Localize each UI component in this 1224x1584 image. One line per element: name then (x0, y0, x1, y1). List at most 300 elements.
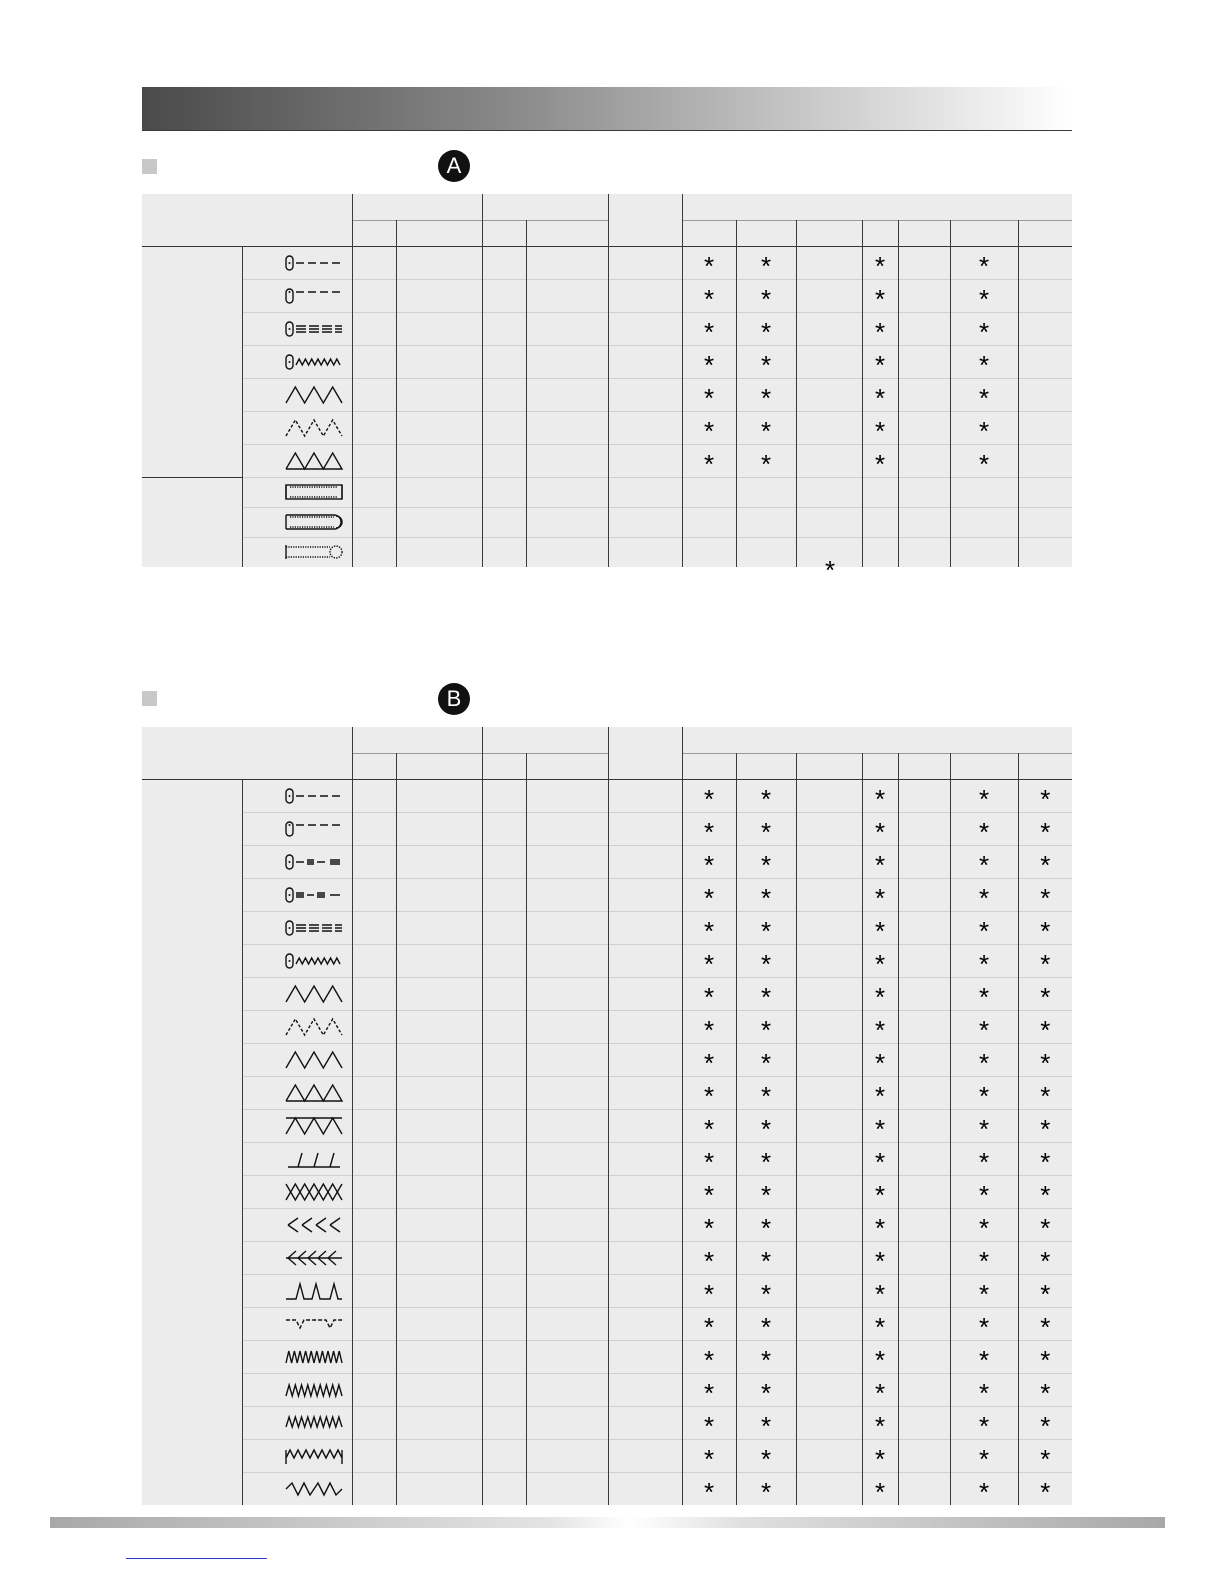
star-mark: * (950, 1373, 1018, 1406)
empty-cell (796, 1439, 862, 1472)
empty-cell (352, 312, 396, 345)
empty-cell (608, 1175, 682, 1208)
star-mark: * (950, 378, 1018, 411)
empty-cell (608, 345, 682, 378)
empty-cell (796, 911, 862, 944)
triple-straight-stitch-icon (284, 919, 344, 936)
star-mark: * (736, 1142, 796, 1175)
star-mark: * (682, 1406, 736, 1439)
empty-cell (796, 345, 862, 378)
empty-cell (352, 944, 396, 977)
star-mark: * (682, 1109, 736, 1142)
star-mark: * (862, 812, 898, 845)
star-mark: * (682, 911, 736, 944)
star-mark: * (950, 911, 1018, 944)
empty-cell (898, 977, 950, 1010)
empty-cell (352, 1307, 396, 1340)
overcast-1-stitch-icon (284, 1348, 344, 1365)
empty-cell (1018, 444, 1072, 477)
footer-link-underline (126, 1558, 267, 1559)
empty-cell (796, 1274, 862, 1307)
table-row (142, 1076, 1072, 1109)
stitch-icon-cell (242, 1373, 352, 1406)
empty-cell (482, 779, 526, 812)
empty-cell (482, 878, 526, 911)
header-subcol (352, 753, 396, 779)
empty-cell (526, 1439, 608, 1472)
star-mark: * (862, 1010, 898, 1043)
header-subcol (352, 220, 396, 246)
empty-cell (898, 1340, 950, 1373)
star-mark: * (1018, 1274, 1072, 1307)
empty-cell (608, 246, 682, 279)
empty-cell (898, 1076, 950, 1109)
triangle-stitch-icon (284, 452, 344, 469)
star-mark: * (862, 345, 898, 378)
empty-cell (1018, 279, 1072, 312)
star-mark: * (950, 1142, 1018, 1175)
straight-left-stitch-icon (284, 287, 344, 304)
empty-cell (482, 537, 526, 567)
table-row (142, 845, 1072, 878)
serpentine-stitch-icon (284, 1480, 344, 1497)
stitch-icon-cell (242, 1109, 352, 1142)
empty-cell (682, 477, 736, 507)
header-subcol (482, 220, 526, 246)
stitch-icon-cell (242, 845, 352, 878)
star-mark: * (736, 1241, 796, 1274)
empty-cell (482, 1373, 526, 1406)
empty-cell (682, 507, 736, 537)
empty-cell (352, 507, 396, 537)
empty-cell (736, 477, 796, 507)
triple-zigzag-stitch-icon (284, 1051, 344, 1068)
stitch-icon-cell (242, 1142, 352, 1175)
multi-zigzag-stitch-icon (284, 1018, 344, 1035)
empty-cell (352, 1373, 396, 1406)
star-mark: * (862, 1043, 898, 1076)
empty-cell (482, 977, 526, 1010)
star-mark: * (862, 779, 898, 812)
empty-cell (526, 977, 608, 1010)
header-subcol (950, 753, 1018, 779)
star-mark: * (1018, 1406, 1072, 1439)
empty-cell (608, 977, 682, 1010)
table-row (142, 1208, 1072, 1241)
star-mark: * (736, 1076, 796, 1109)
empty-cell (608, 444, 682, 477)
empty-cell (898, 279, 950, 312)
empty-cell (526, 878, 608, 911)
empty-cell (482, 812, 526, 845)
star-mark: * (736, 444, 796, 477)
table-row (142, 477, 1072, 507)
empty-cell (396, 812, 482, 845)
star-mark: * (736, 977, 796, 1010)
star-mark: * (736, 1208, 796, 1241)
star-mark: * (682, 444, 736, 477)
star-mark: * (736, 1472, 796, 1505)
star-mark: * (1018, 1175, 1072, 1208)
multi-zigzag-stitch-icon (284, 419, 344, 436)
zigzag-stitch-icon (284, 386, 344, 403)
empty-cell (898, 345, 950, 378)
empty-cell (796, 1373, 862, 1406)
empty-cell (526, 1307, 608, 1340)
star-mark: * (950, 1043, 1018, 1076)
empty-cell (482, 944, 526, 977)
stitch-icon-cell (242, 1043, 352, 1076)
star-mark: * (682, 1373, 736, 1406)
star-mark: * (862, 1340, 898, 1373)
empty-cell (796, 812, 862, 845)
star-mark: * (682, 1241, 736, 1274)
header-group-3 (608, 727, 682, 779)
empty-cell (526, 845, 608, 878)
star-mark: * (862, 1076, 898, 1109)
star-mark: * (950, 444, 1018, 477)
star-mark: * (1018, 1241, 1072, 1274)
star-mark: * (736, 345, 796, 378)
stitch-icon-cell (242, 1307, 352, 1340)
star-mark: * (736, 779, 796, 812)
empty-cell (1018, 345, 1072, 378)
empty-cell (352, 1241, 396, 1274)
star-mark: * (736, 1406, 796, 1439)
empty-cell (526, 1109, 608, 1142)
stitch-icon-cell (242, 477, 352, 507)
empty-cell (396, 1241, 482, 1274)
empty-cell (796, 845, 862, 878)
empty-cell (898, 1109, 950, 1142)
empty-cell (352, 444, 396, 477)
header-subcol (796, 220, 862, 246)
star-mark: * (1018, 812, 1072, 845)
stitch-icon-cell (242, 312, 352, 345)
empty-cell (796, 246, 862, 279)
star-mark: * (862, 878, 898, 911)
blind-triangle-stitch-icon (284, 1117, 344, 1134)
empty-cell (396, 944, 482, 977)
star-mark: * (1018, 1472, 1072, 1505)
star-mark: * (736, 1010, 796, 1043)
star-mark: * (862, 1208, 898, 1241)
empty-cell (482, 477, 526, 507)
star-mark: * (862, 1142, 898, 1175)
empty-cell (608, 1307, 682, 1340)
empty-cell (482, 1043, 526, 1076)
empty-cell (482, 1472, 526, 1505)
stretch-stitch-icon (284, 353, 344, 370)
empty-cell (352, 1076, 396, 1109)
star-mark: * (1018, 779, 1072, 812)
empty-cell (526, 507, 608, 537)
stitch-icon-cell (242, 378, 352, 411)
stitch-icon-cell (242, 779, 352, 812)
empty-cell (396, 1109, 482, 1142)
section-a-badge: A (438, 150, 470, 182)
star-mark: * (736, 1307, 796, 1340)
empty-cell (898, 1043, 950, 1076)
empty-cell (526, 812, 608, 845)
empty-cell (898, 312, 950, 345)
empty-cell (608, 1274, 682, 1307)
empty-cell (526, 1010, 608, 1043)
table-row (142, 1472, 1072, 1505)
empty-cell (796, 944, 862, 977)
empty-cell (608, 1241, 682, 1274)
star-mark: * (1018, 1208, 1072, 1241)
header-subcol (898, 753, 950, 779)
empty-cell (482, 507, 526, 537)
empty-cell (526, 1406, 608, 1439)
header-subcol (736, 220, 796, 246)
section-b-square (142, 691, 157, 706)
header-group-4 (682, 194, 1072, 220)
empty-cell (796, 779, 862, 812)
dash-triple-stitch-icon (284, 853, 344, 870)
star-mark: * (736, 944, 796, 977)
empty-cell (526, 1175, 608, 1208)
star-mark: * (682, 1208, 736, 1241)
stitch-table-a (142, 194, 1072, 567)
empty-cell (396, 1340, 482, 1373)
blind-hem-v-stitch-icon (284, 1315, 344, 1332)
header-group-3 (608, 194, 682, 246)
empty-cell (898, 1373, 950, 1406)
empty-cell (396, 1406, 482, 1439)
empty-cell (396, 1175, 482, 1208)
empty-cell (526, 1472, 608, 1505)
empty-cell (526, 279, 608, 312)
header-subcol (736, 753, 796, 779)
empty-cell (1018, 537, 1072, 567)
empty-cell (352, 1208, 396, 1241)
star-mark: * (736, 378, 796, 411)
table-row (142, 1010, 1072, 1043)
empty-cell (608, 477, 682, 507)
empty-cell (482, 312, 526, 345)
empty-cell (352, 977, 396, 1010)
table-row (142, 1340, 1072, 1373)
star-mark: * (1018, 1076, 1072, 1109)
empty-cell (352, 911, 396, 944)
stitch-icon-cell (242, 444, 352, 477)
empty-cell (482, 1175, 526, 1208)
blind-hem-stitch-icon (284, 1282, 344, 1299)
star-mark: * (682, 944, 736, 977)
star-mark: * (862, 378, 898, 411)
table-row (142, 1439, 1072, 1472)
star-mark: * (682, 345, 736, 378)
empty-cell (526, 411, 608, 444)
empty-cell (608, 845, 682, 878)
triangle-stitch-icon (284, 1084, 344, 1101)
empty-cell (950, 537, 1018, 567)
footer-bar (50, 1517, 1165, 1528)
zigzag-stitch-icon (284, 985, 344, 1002)
empty-cell (898, 1274, 950, 1307)
table-row (142, 944, 1072, 977)
empty-cell (396, 444, 482, 477)
stitch-icon-cell (242, 878, 352, 911)
star-mark: * (682, 246, 736, 279)
empty-cell (898, 1439, 950, 1472)
empty-cell (396, 1076, 482, 1109)
star-mark: * (682, 1472, 736, 1505)
empty-cell (898, 246, 950, 279)
stitch-icon-cell (242, 279, 352, 312)
empty-cell (526, 1076, 608, 1109)
empty-cell (526, 345, 608, 378)
table-row (142, 1274, 1072, 1307)
star-mark: * (950, 1274, 1018, 1307)
empty-cell (796, 1010, 862, 1043)
star-mark: * (736, 1373, 796, 1406)
empty-cell (352, 477, 396, 507)
empty-cell (608, 1208, 682, 1241)
star-mark: * (1018, 944, 1072, 977)
empty-cell (526, 246, 608, 279)
star-mark: * (950, 1241, 1018, 1274)
empty-cell (898, 944, 950, 977)
empty-cell (796, 1109, 862, 1142)
overcast-2-stitch-icon (284, 1381, 344, 1398)
feather-stitch-icon (284, 1216, 344, 1233)
stitch-icon-cell (242, 246, 352, 279)
star-mark: * (736, 312, 796, 345)
star-mark: * (736, 1439, 796, 1472)
table-row (142, 537, 1072, 567)
empty-cell (526, 911, 608, 944)
star-mark: * (1018, 1142, 1072, 1175)
empty-cell (396, 279, 482, 312)
star-mark: * (736, 812, 796, 845)
empty-cell (526, 1208, 608, 1241)
empty-cell (526, 1373, 608, 1406)
empty-cell (608, 1010, 682, 1043)
empty-cell (796, 312, 862, 345)
section-a-square (142, 159, 157, 174)
empty-cell (1018, 312, 1072, 345)
cross-stitch-icon (284, 1183, 344, 1200)
overcast-3-stitch-icon (284, 1414, 344, 1431)
empty-cell (482, 1274, 526, 1307)
empty-cell (482, 1142, 526, 1175)
empty-cell (796, 1340, 862, 1373)
feather-double-stitch-icon (284, 1249, 344, 1266)
star-mark: * (862, 1472, 898, 1505)
star-mark: * (682, 1439, 736, 1472)
triple-dash-stitch-icon (284, 886, 344, 903)
empty-cell (608, 411, 682, 444)
header-subcol (396, 753, 482, 779)
buttonhole-keyhole-stitch-icon (284, 543, 344, 560)
star-mark: * (862, 1109, 898, 1142)
header-subcol (796, 753, 862, 779)
empty-cell (352, 1472, 396, 1505)
empty-cell (796, 1208, 862, 1241)
star-mark: * (682, 312, 736, 345)
empty-cell (796, 1472, 862, 1505)
header-subcol (1018, 220, 1072, 246)
empty-cell (796, 1406, 862, 1439)
empty-cell (898, 911, 950, 944)
star-mark: * (736, 246, 796, 279)
stitch-icon-cell (242, 1241, 352, 1274)
table-row (142, 1142, 1072, 1175)
empty-cell (898, 1142, 950, 1175)
empty-cell (482, 345, 526, 378)
star-mark: * (682, 878, 736, 911)
header-group-2 (482, 194, 608, 220)
empty-cell (608, 1373, 682, 1406)
empty-cell (1018, 411, 1072, 444)
star-mark: * (682, 812, 736, 845)
table-row (142, 779, 1072, 812)
stitch-icon-cell (242, 537, 352, 567)
star-mark: * (950, 779, 1018, 812)
star-mark: * (950, 1472, 1018, 1505)
stitch-icon-cell (242, 1340, 352, 1373)
star-mark: * (950, 1208, 1018, 1241)
star-mark: * (862, 1373, 898, 1406)
empty-cell (526, 1340, 608, 1373)
empty-cell (796, 1043, 862, 1076)
empty-cell (796, 1142, 862, 1175)
empty-cell (352, 1175, 396, 1208)
empty-cell (482, 1010, 526, 1043)
empty-cell (396, 246, 482, 279)
stitch-icon-cell (242, 1472, 352, 1505)
header-subcol (682, 753, 736, 779)
empty-cell (796, 1307, 862, 1340)
empty-cell (482, 911, 526, 944)
empty-cell (526, 779, 608, 812)
straight-stitch-icon (284, 787, 344, 804)
table-row (142, 444, 1072, 477)
empty-cell (608, 779, 682, 812)
star-mark: * (1018, 1043, 1072, 1076)
stitch-icon-cell (242, 1010, 352, 1043)
star-mark: * (736, 1109, 796, 1142)
straight-left-stitch-icon (284, 820, 344, 837)
table-row (142, 1043, 1072, 1076)
empty-cell (608, 1340, 682, 1373)
empty-cell (796, 477, 862, 507)
star-mark: * (682, 1010, 736, 1043)
empty-cell (796, 1175, 862, 1208)
empty-cell (796, 411, 862, 444)
stitch-icon-cell (242, 411, 352, 444)
footnote-star: * (825, 555, 836, 585)
empty-cell (396, 378, 482, 411)
empty-cell (608, 878, 682, 911)
star-mark: * (950, 1010, 1018, 1043)
star-mark: * (1018, 1109, 1072, 1142)
empty-cell (796, 279, 862, 312)
table-row (142, 1109, 1072, 1142)
empty-cell (352, 878, 396, 911)
empty-cell (396, 1307, 482, 1340)
header-subcol (1018, 753, 1072, 779)
empty-cell (396, 1208, 482, 1241)
empty-cell (396, 1439, 482, 1472)
star-mark: * (682, 411, 736, 444)
empty-cell (898, 1208, 950, 1241)
empty-cell (898, 411, 950, 444)
stretch-stitch-icon (284, 952, 344, 969)
